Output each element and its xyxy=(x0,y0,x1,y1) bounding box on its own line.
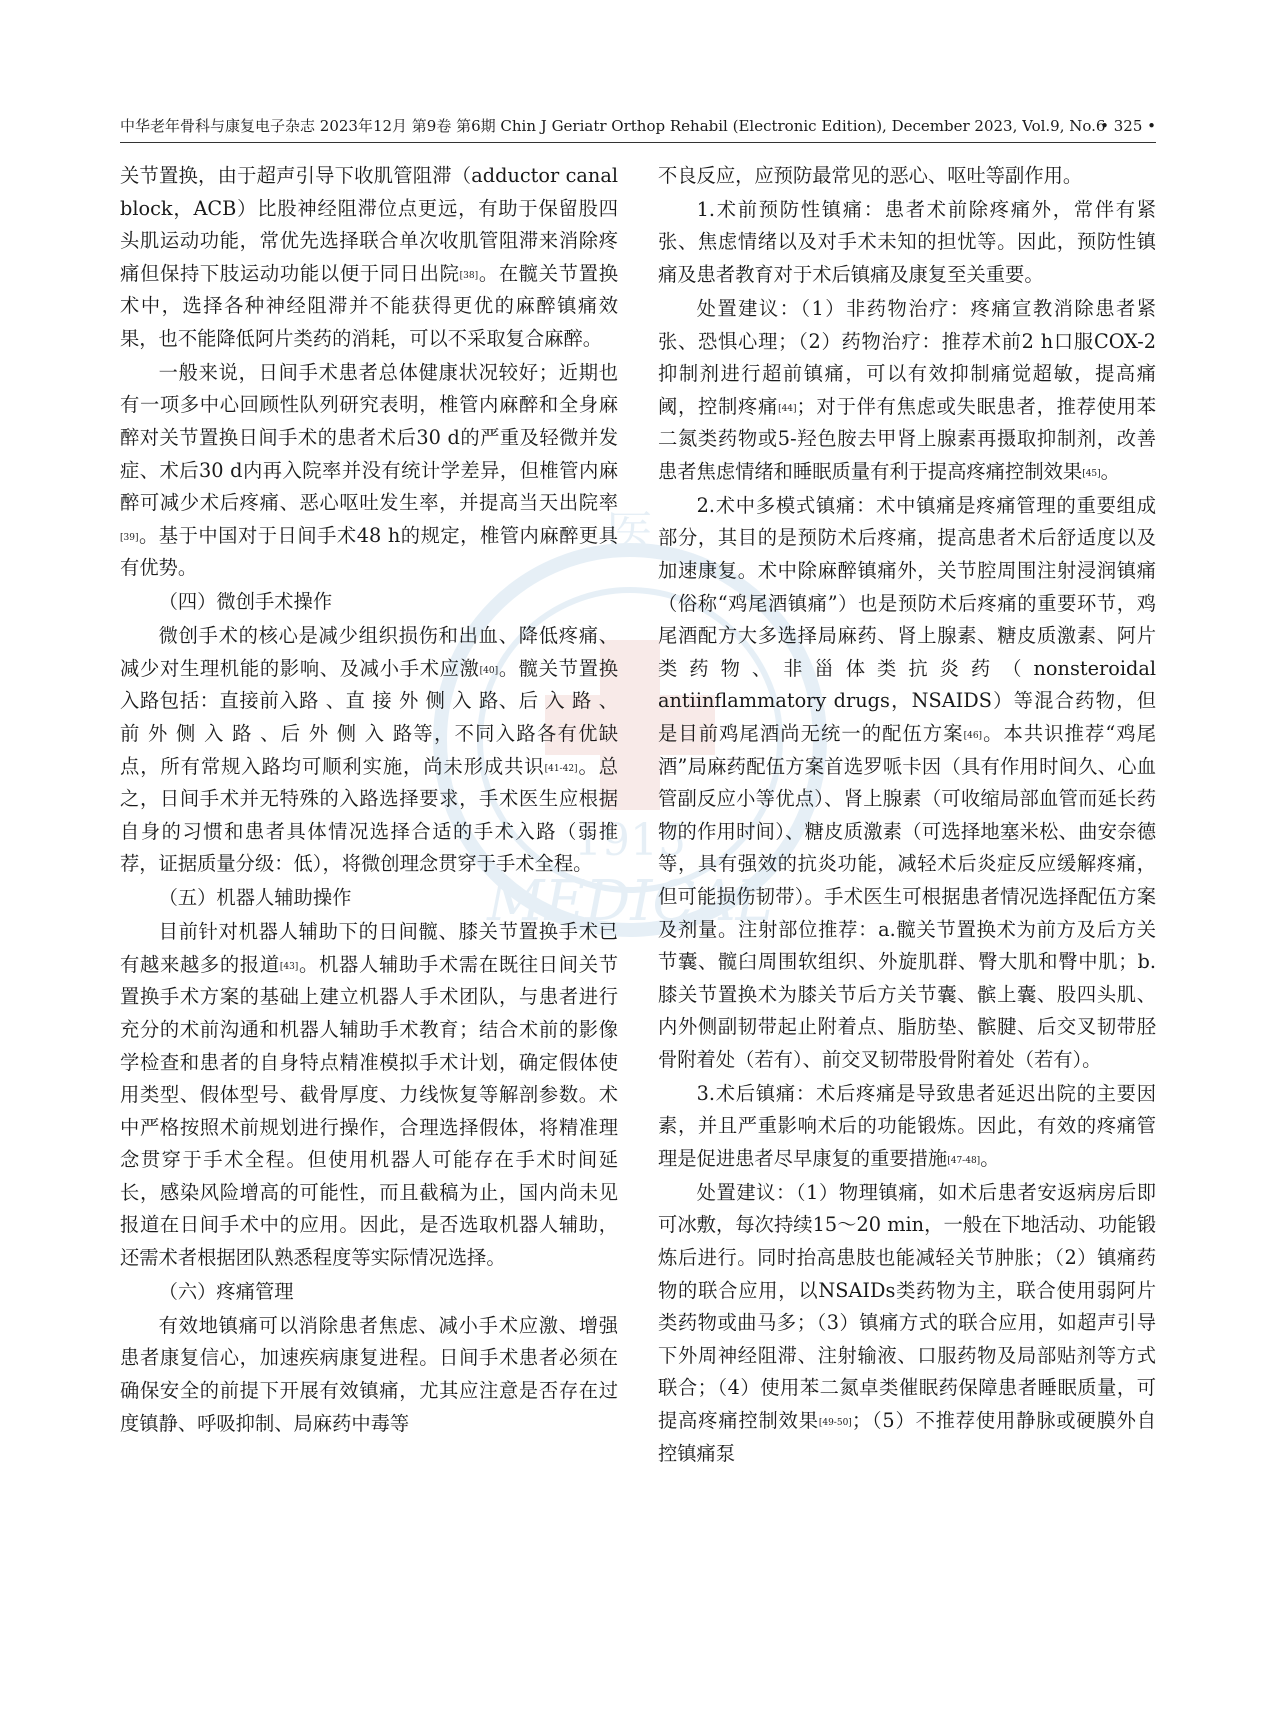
paragraph: 微创手术的核心是减少组织损伤和出血、降低疼痛、减少对生理机能的影响、及减小手术应激[40]。髋关节置换入路包括：直接前入路 、直 接 外 侧 入 路、后 入 路 、前 外 侧 入 路 、后 外 侧 入 路等，不同入路各有优缺点，所有常规入路均可顺利实施，尚未形成共识[41-42]。总之，日间手术并无特殊的入路选择要求，手术医生应根据自身的习惯和患者具体情况选择合适的手术入路（弱推荐，证据质量分级：低），将微创理念贯穿于手术全程。 xyxy=(120,624,619,876)
running-header xyxy=(120,113,1156,139)
left-column xyxy=(120,160,618,1442)
paragraph: 1.术前预防性镇痛：患者术前除疼痛外，常伴有紧张、焦虑情绪以及对手术未知的担忧等。因此，预防性镇痛及患者教育对于术后镇痛及康复至关重要。 xyxy=(658,197,1156,287)
paragraph: 处置建议：（1）非药物治疗：疼痛宣教消除患者紧张、恐惧心理；（2）药物治疗：推荐术前2 h口服COX-2抑制剂进行超前镇痛，可以有效抑制痛觉超敏，提高痛阈，控制疼痛[44]；对于伴有焦虑或失眠患者，推荐使用苯二氮类药物或5-羟色胺去甲肾上腺素再摄取抑制剂，改善患者焦虑情绪和睡眠质量有利于提高疼痛控制效果[45]。 xyxy=(658,296,1156,483)
journal-citation: 中华老年骨科与康复电子杂志 2023年12月 第9卷 第6期 Chin J Geriatr Orthop Rehabil (Electronic Edition), December 2023, Vol.9, No.6 xyxy=(120,117,1106,135)
paragraph: 有效地镇痛可以消除患者焦虑、减小手术应激、增强患者康复信心，加速疾病康复进程。日间手术患者必须在确保安全的前提下开展有效镇痛，尤其应注意是否存在过度镇静、呼吸抑制、局麻药中毒等 xyxy=(120,1313,618,1435)
paragraph: 一般来说，日间手术患者总体健康状况较好；近期也有一项多中心回顾性队列研究表明，椎管内麻醉和全身麻醉对关节置换日间手术的患者术后30 d的严重及轻微并发症、术后30 d内再入院率并没有统计学差异，但椎管内麻醉可减少术后疼痛、恶心呕吐发生率，并提高当天出院率[39]。基于中国对于日间手术48 h的规定，椎管内麻醉更具有优势。 xyxy=(120,360,618,580)
paragraph: 目前针对机器人辅助下的日间髋、膝关节置换手术已有越来越多的报道[43]。机器人辅助手术需在既往日间关节置换手术方案的基础上建立机器人手术团队，与患者进行充分的术前沟通和机器人辅助手术教育；结合术前的影像学检查和患者的自身特点精准模拟手术计划，确定假体使用类型、假体型号、截骨厚度、力线恢复等解剖参数。术中严格按照术前规划进行操作，合理选择假体，将精准理念贯穿于手术全程。但使用机器人可能存在手术时间延长，感染风险增高的可能性，而且截稿为止，国内尚未见报道在日间手术中的应用。因此，是否选取机器人辅助，还需术者根据团队熟悉程度等实际情况选择。 xyxy=(120,920,619,1270)
section-heading: （六）疼痛管理 xyxy=(158,1279,294,1303)
watermark-arc-text: MEDICAL xyxy=(487,869,773,934)
section-heading: （四）微创手术操作 xyxy=(158,590,333,614)
watermark-glyph: 医 xyxy=(605,510,655,562)
paragraph: 处置建议：（1）物理镇痛，如术后患者安返病房后即可冰敷，每次持续15～20 min，一般在下地活动、功能锻炼后进行。同时抬高患肢也能减轻关节肿胀；（2）镇痛药物的联合应用，以NSAIDs类药物为主，联合使用弱阿片类药物或曲马多；（3）镇痛方式的联合应用，如超声引导下外周神经阻滞、注射输液、口服药物及局部贴剂等方式联合；（4）使用苯二氮卓类催眠药保障患者睡眠质量，可提高疼痛控制效果[49-50]；（5）不推荐使用静脉或硬膜外自控镇痛泵 xyxy=(658,1180,1157,1465)
paragraph: 2.术中多模式镇痛：术中镇痛是疼痛管理的重要组成部分，其目的是预防术后疼痛，提高患者术后舒适度以及加速康复。术中除麻醉镇痛外，关节腔周围注射浸润镇痛（俗称“鸡尾酒镇痛”）也是预防术后疼痛的重要环节，鸡尾酒配方大多选择局麻药、肾上腺素、糖皮质激素、阿片类药物、非甾体类抗炎药（nonsteroidal antiinflammatory drugs，NSAIDS）等混合药物，但是目前鸡尾酒尚无统一的配伍方案[46]。本共识推荐“鸡尾酒”局麻药配伍方案首选罗哌卡因（具有作用时间久、心血管副反应小等优点）、肾上腺素（可收缩局部血管而延长药物的作用时间）、糖皮质激素（可选择地塞米松、曲安奈德等，具有强效的抗炎功能，减轻术后炎症反应缓解疼痛，但可能损伤韧带）。手术医生可根据患者情况选择配伍方案及剂量。注射部位推荐：a.髋关节置换术为前方及后方关节囊、髋臼周围软组织、外旋肌群、臀大肌和臀中肌；b.膝关节置换术为膝关节后方关节囊、髌上囊、股四头肌、内外侧副韧带起止附着点、脂肪垫、髌腱、后交叉韧带胫骨附着处（若有）、前交叉韧带股骨附着处（若有）。 xyxy=(658,493,1157,1071)
watermark-year: 1915 xyxy=(574,815,686,866)
header-rule xyxy=(120,142,1156,143)
page-number: • 325 • xyxy=(1100,117,1156,135)
right-column xyxy=(658,160,1156,1472)
paragraph: 3.术后镇痛：术后疼痛是导致患者延迟出院的主要因素，并且严重影响术后的功能锻炼。因此，有效的疼痛管理是促进患者尽早康复的重要措施[47-48]。 xyxy=(658,1081,1156,1170)
section-heading: （五）机器人辅助操作 xyxy=(158,886,352,910)
paragraph: 关节置换，由于超声引导下收肌管阻滞（adductor canal block，ACB）比股神经阻滞位点更远，有助于保留股四头肌运动功能，常优先选择联合单次收肌管阻滞来消除疼痛但保持下肢运动功能以便于同日出院[38]。在髋关节置换术中，选择各种神经阻滞并不能获得更优的麻醉镇痛效果，也不能降低阿片类药的消耗，可以不采取复合麻醉。 xyxy=(120,164,618,350)
paragraph: 不良反应，应预防最常见的恶心、呕吐等副作用。 xyxy=(658,164,1083,187)
